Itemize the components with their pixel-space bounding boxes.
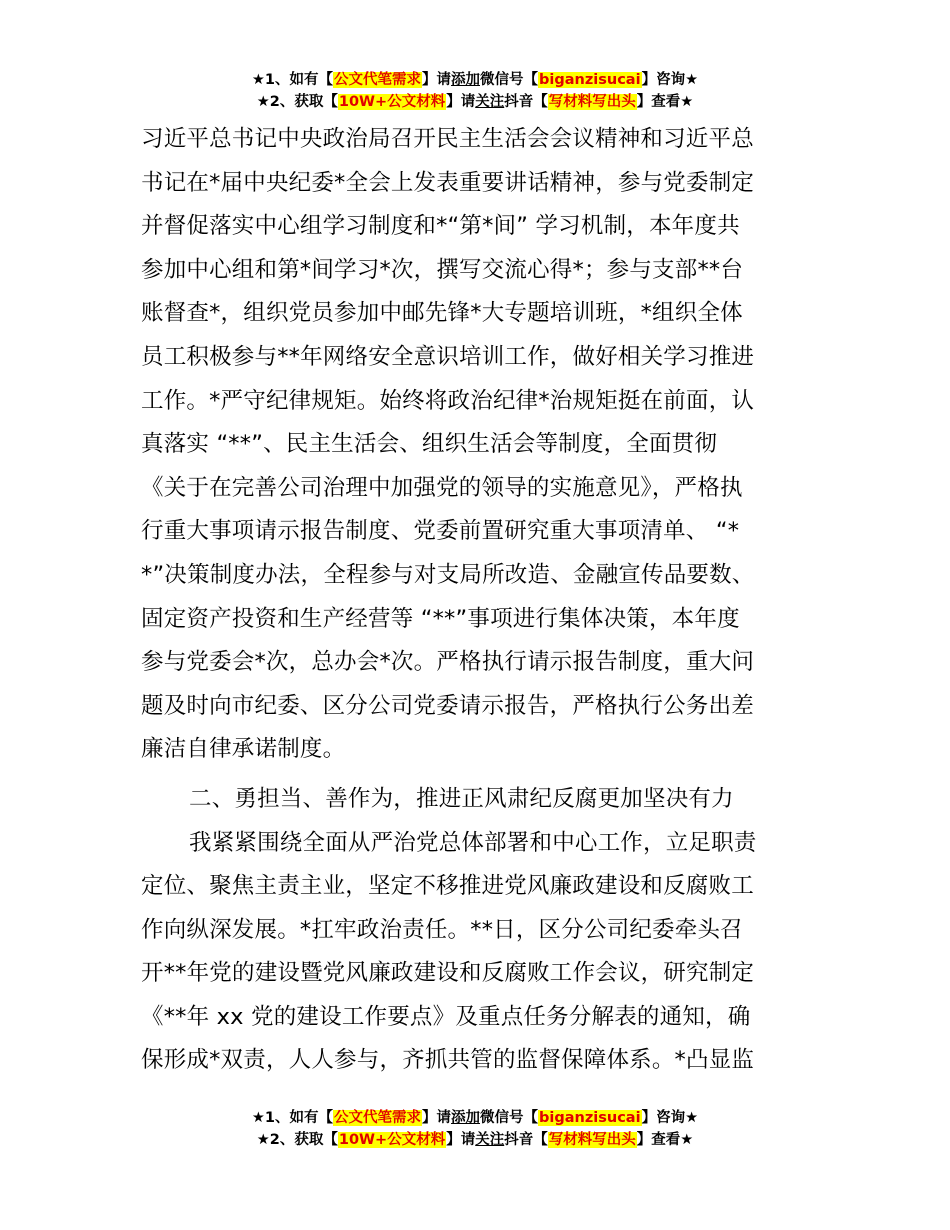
text-line: 工作。*严守纪律规矩。始终将政治纪律*治规矩挺在前面，认 (141, 387, 755, 414)
text-line: 行重大事项请示报告制度、党委前置研究重大事项清单、 “* (141, 518, 740, 545)
text-line: 固定资产投资和生产经营等 “**”事项进行集体决策，本年度 (141, 605, 740, 632)
footer-banner (0, 1107, 950, 1151)
highlight-service: 公文代笔需求 (334, 72, 422, 88)
text-line: 我紧紧围绕全面从严治党总体部署和中心工作，立足职责 (189, 829, 757, 856)
text-line: 参与党委会*次，总办会*次。严格执行请示报告制度，重大问 (141, 649, 755, 676)
text-line: 题及时向市纪委、区分公司党委请示报告，严格执行公务出差 (141, 692, 754, 719)
highlight-douyin: 写材料写出头 (548, 1132, 636, 1148)
text-line: *”决策制度办法，全程参与对支局所改造、金融宣传品要数、 (141, 561, 755, 588)
text-line: 《**年 xx 党的建设工作要点》及重点任务分解表的通知，确 (141, 1003, 751, 1030)
highlight-service: 公文代笔需求 (334, 1110, 422, 1126)
banner-line-1: ★1、如有【公文代笔需求】请添加微信号【biganzisucai】咨询★ (251, 1110, 699, 1126)
banner-line-1: ★1、如有【公文代笔需求】请添加微信号【biganzisucai】咨询★ (251, 72, 699, 88)
text-line: 廉洁自律承诺制度。 (141, 736, 346, 763)
text-line: 定位、聚焦主责主业，坚定不移推进党风廉政建设和反腐败工 (141, 873, 754, 900)
text-line: 书记在*届中央纪委*全会上发表重要讲话精神，参与党委制定 (141, 169, 755, 196)
text-line: 员工积极参与**年网络安全意识培训工作，做好相关学习推进 (141, 343, 755, 370)
text-line: 《关于在完善公司治理中加强党的领导的实施意见》，严格执 (141, 474, 743, 501)
text-line: 账督查*，组织党员参加中邮先锋*大专题培训班，*组织全体 (141, 300, 743, 327)
header-banner (0, 69, 950, 113)
highlight-wechat-id: biganzisucai (539, 1110, 641, 1126)
paragraph-2 (141, 822, 816, 1084)
text-line: 参加中心组和第*间学习*次，撰写交流心得*；参与支部**台 (141, 256, 744, 283)
highlight-materials: 10W+公文材料 (338, 1132, 446, 1148)
banner-line-2: ★2、获取【10W+公文材料】请关注抖音【写材料写出头】查看★ (256, 1132, 694, 1148)
text-line: 作向纵深发展。*扛牢政治责任。**日，区分公司纪委牵头召 (141, 916, 743, 943)
highlight-douyin: 写材料写出头 (548, 94, 636, 110)
text-line: 并督促落实中心组学习制度和*“第*间” 学习机制，本年度共 (141, 213, 740, 240)
text-line: 保形成*双责，人人参与，齐抓共管的监督保障体系。*凸显监 (141, 1047, 755, 1074)
highlight-materials: 10W+公文材料 (338, 94, 446, 110)
section-heading: 二、勇担当、善作为，推进正风肃纪反腐更加坚决有力 (189, 785, 734, 812)
text-line: 真落实 “**”、民主生活会、组织生活会等制度，全面贯彻 (141, 431, 718, 458)
text-line: 习近平总书记中央政治局召开民主生活会会议精神和习近平总 (141, 126, 754, 152)
text-line: 开**年党的建设暨党风廉政建设和反腐败工作会议，研究制定 (141, 960, 755, 987)
document-body (141, 118, 816, 1083)
banner-line-2: ★2、获取【10W+公文材料】请关注抖音【写材料写出头】查看★ (256, 94, 694, 110)
paragraph-1 (141, 118, 816, 772)
highlight-wechat-id: biganzisucai (539, 72, 641, 88)
